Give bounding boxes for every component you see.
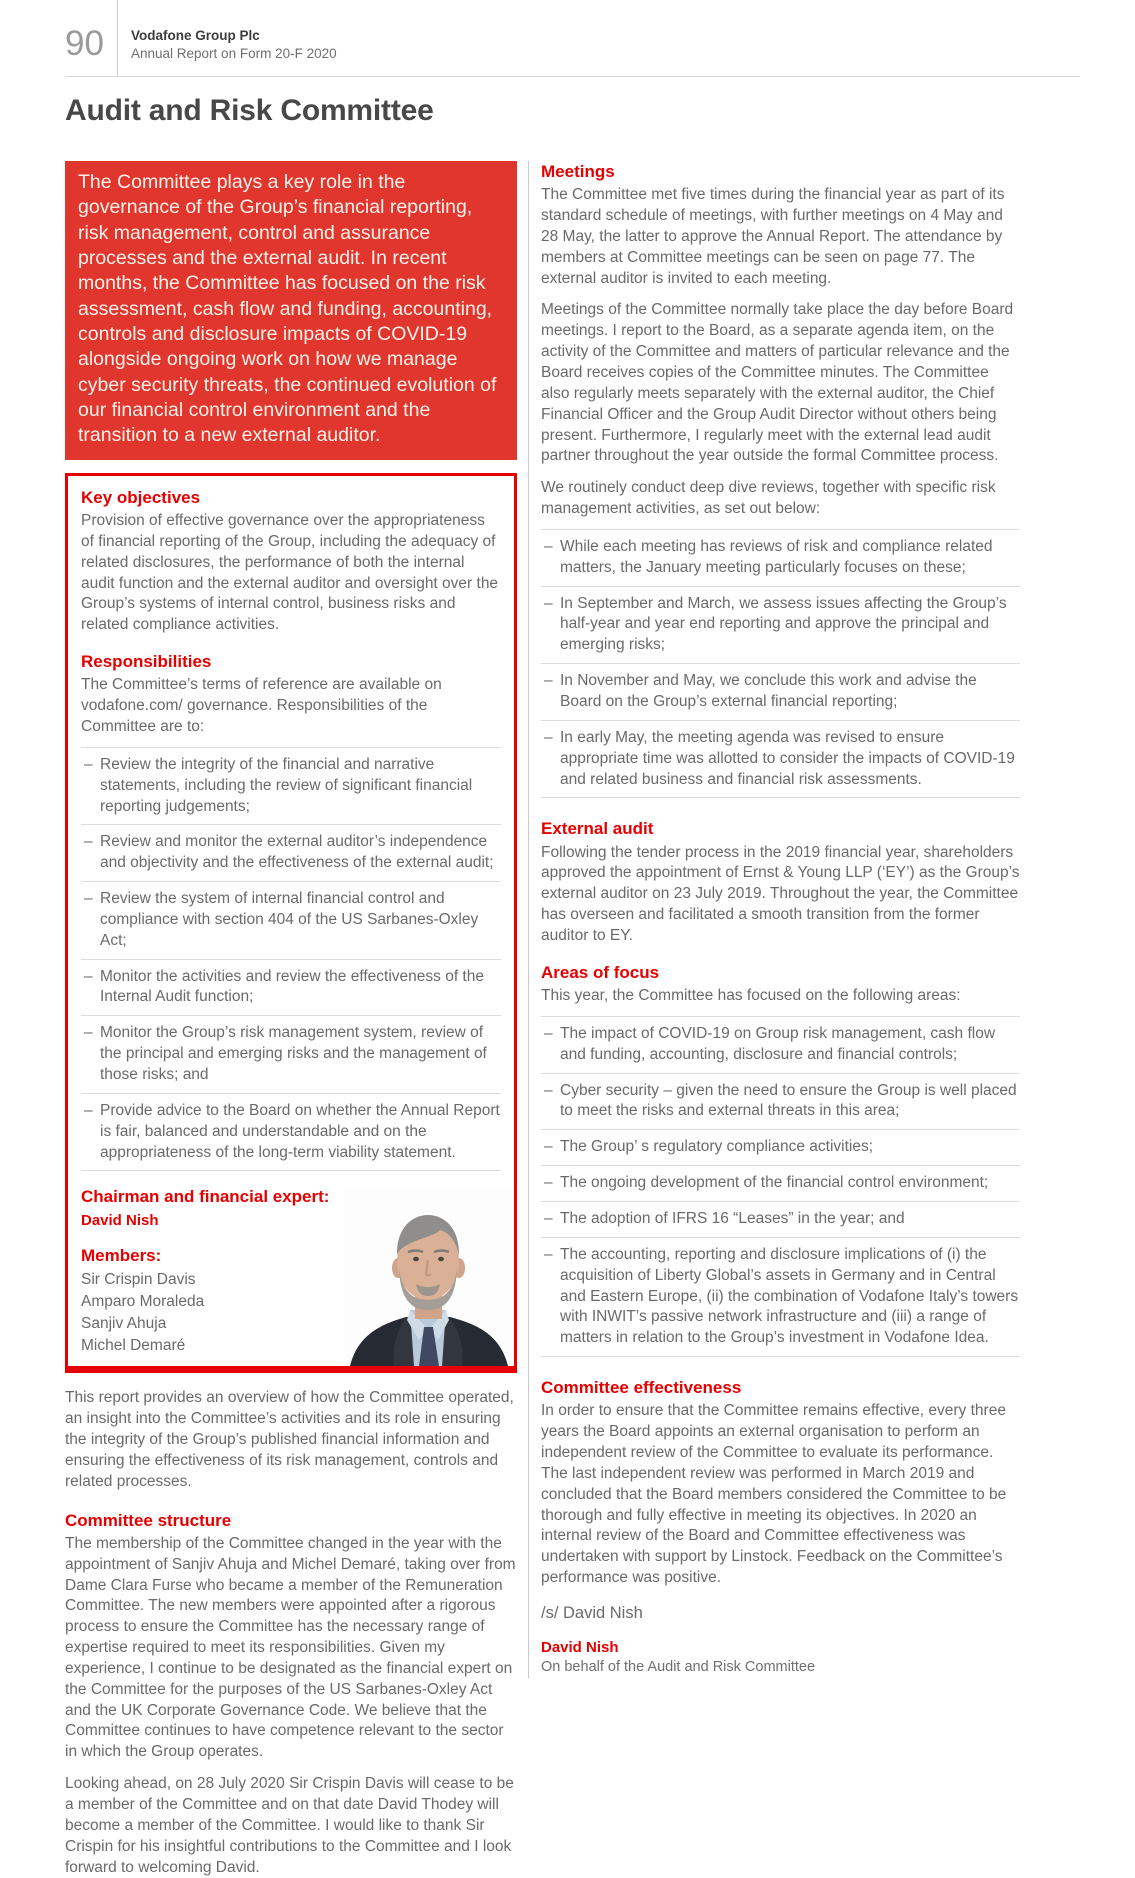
chairman-portrait-photo	[344, 1188, 514, 1366]
list-item-text: – The ongoing development of the financial control environment;	[560, 1174, 989, 1192]
list-item	[81, 824, 501, 881]
two-column-layout	[65, 161, 1080, 1878]
portrait-illustration	[344, 1188, 514, 1366]
list-item	[81, 1015, 501, 1093]
list-item	[541, 1016, 1020, 1073]
member-name: Sanjiv Ahuja	[81, 1315, 167, 1333]
committee-info-box	[65, 473, 517, 1374]
areas-of-focus-list	[541, 1016, 1020, 1357]
list-item	[541, 663, 1020, 720]
committee-effectiveness-heading: Committee effectiveness	[541, 1378, 742, 1398]
list-item	[541, 1201, 1020, 1237]
list-item	[81, 959, 501, 1016]
list-item	[541, 720, 1020, 798]
responsibilities-intro: The Committee’s terms of reference are available on vodafone.com/ governance. Responsibilities of the Committee are to:	[81, 676, 442, 736]
deep-dive-reviews-list	[541, 529, 1020, 798]
committee-effectiveness-body: In order to ensure that the Committee remains effective, every three years the Board appoints an external organisation to perform an independent review of the Committee to evaluate its performance. The last independent review was performed in March 2019 and concluded that the Board members considered the Committee to be thorough and fully effective in meeting its objectives. In 2020 an internal review of the Board and Committee effectiveness was undertaken with support by Linstock. Feedback on the Committee’s performance was positive.	[541, 1402, 1007, 1587]
chairman-label: Chairman and financial expert:	[81, 1187, 330, 1207]
chairman-members-block	[81, 1186, 343, 1357]
list-item	[541, 1129, 1020, 1165]
meetings-paragraph: Meetings of the Committee normally take place the day before Board meetings. I report to the Board, as a separate agenda item, on the activity of the Committee and matters of particular relevance and the Board receives copies of the Committee minutes. The Committee also regularly meets separately with the external auditor, the Chief Financial Officer and the Group Audit Director without others being present. Furthermore, I regularly meet with the external lead audit partner throughout the year outside the formal Committee process.	[541, 301, 1014, 465]
list-item-text: – The impact of COVID-19 on Group risk management, cash flow and funding, accounting, disclosure and financial controls;	[560, 1024, 996, 1063]
list-item-text: – The adoption of IFRS 16 “Leases” in the year; and	[560, 1209, 905, 1227]
responsibilities-heading: Responsibilities	[81, 652, 212, 672]
list-item	[541, 529, 1020, 586]
page-header	[65, 0, 1080, 76]
list-item-text: – Provide advice to the Board on whether the Annual Report is fair, balanced and understandable and on the appropriateness of the long-term viability statement.	[100, 1101, 500, 1161]
external-audit-heading: External audit	[541, 819, 654, 839]
signature-name: David Nish	[541, 1638, 619, 1656]
list-item-text: – The accounting, reporting and disclosure implications of (i) the acquisition of Liberty Global’s assets in Germany and in Central and Eastern Europe, (ii) the combination of Vodafone Italy’s towers with INWIT’s passive network infrastructure and (iii) a range of matters in relation to the Group’s investment in Vodafone Idea.	[560, 1245, 1019, 1347]
page-title: Audit and Risk Committee	[65, 94, 434, 127]
committee-structure-paragraph: Looking ahead, on 28 July 2020 Sir Crispin Davis will cease to be a member of the Committee and on that date David Thodey will become a member of the Committee. I would like to thank Sir Crispin for his insightful contributions to the Committee and I look forward to welcoming David.	[65, 1775, 514, 1876]
committee-structure-paragraph: The membership of the Committee changed in the year with the appointment of Sanjiv Ahuja and Michel Demaré, taking over from Dame Clara Furse who became a member of the Remuneration Committee. The new members were appointed after a rigorous process to ensure the Committee has the necessary range of expertise required to meet its responsibilities. Given my experience, I continue to be designated as the financial expert on the Committee for the purposes of the US Sarbanes-Oxley Act and the UK Corporate Governance Code. We believe that the Committee continues to have competence relevant to the sector in which the Group operates.	[65, 1534, 516, 1761]
page-number: 90	[65, 24, 104, 63]
list-item-text: – Review the system of internal financial control and compliance with section 404 of the US Sarbanes-Oxley Act;	[100, 890, 479, 949]
list-item-text: – In early May, the meeting agenda was revised to ensure appropriate time was allotted to consider the impacts of COVID-19 and related business and financial risk assessments.	[560, 728, 1015, 788]
external-audit-body: Following the tender process in the 2019 financial year, shareholders approved the appointment of Ernst & Young LLP (‘EY’) as the Group’s external auditor on 23 July 2019. Throughout the year, the Committee has overseen and facilitated a smooth transition from the former auditor to EY.	[541, 843, 1020, 944]
chairman-name: David Nish	[81, 1211, 159, 1229]
meetings-paragraph: The Committee met five times during the financial year as part of its standard schedule of meetings, with further meetings on 4 May and 28 May, the latter to approve the Annual Report. The attendance by members at Committee meetings can be seen on page 77. The external auditor is invited to each meeting.	[541, 186, 1005, 287]
list-item-text: – Review and monitor the external auditor’s independence and objectivity and the effectiveness of the external audit;	[100, 833, 494, 872]
list-item-text: – In November and May, we conclude this work and advise the Board on the Group’s external financial reporting;	[560, 672, 977, 710]
key-objectives-heading: Key objectives	[81, 487, 201, 507]
report-name: Annual Report on Form 20-F 2020	[131, 45, 337, 61]
list-item	[541, 1073, 1020, 1130]
list-item-text: – Review the integrity of the financial and narrative statements, including the review of significant financial reporting judgements;	[100, 755, 473, 815]
list-item-text: – The Group’ s regulatory compliance activities;	[560, 1138, 874, 1156]
member-name: Sir Crispin Davis	[81, 1271, 196, 1289]
list-item-text: – Cyber security – given the need to ensure the Group is well placed to meet the risks and external threats in this area;	[560, 1081, 1017, 1120]
list-item	[541, 1237, 1020, 1356]
members-label: Members:	[81, 1246, 162, 1266]
list-item	[541, 586, 1020, 664]
intro-callout-text: The Committee plays a key role in the governance of the Group’s financial reporting, risk management, control and assurance processes and the external audit. In recent months, the Committee has focused on the risk assessment, cash flow and funding, accounting, controls and disclosure impacts of COVID-19 alongside ongoing work on how we manage cyber security threats, the continued evolution of our financial control environment and the transition to a new external auditor.	[78, 171, 497, 447]
areas-of-focus-intro: This year, the Committee has focused on the following areas:	[541, 987, 961, 1005]
signature-role: On behalf of the Audit and Risk Committee	[541, 1659, 816, 1676]
key-objectives-body: Provision of effective governance over the appropriateness of financial reporting of the Group, including the adequacy of related disclosures, the performance of both the internal audit function and the external auditor and oversight over the Group’s systems of internal control, business risks and related compliance activities.	[81, 512, 499, 634]
header-meta	[131, 0, 337, 62]
responsibilities-list	[81, 747, 501, 1172]
list-item	[81, 881, 501, 959]
list-item	[541, 1165, 1020, 1201]
signature-script: /s/ David Nish	[541, 1603, 643, 1622]
member-name: Amparo Moraleda	[81, 1293, 205, 1311]
list-item	[81, 747, 501, 825]
company-name: Vodafone Group Plc	[131, 28, 260, 43]
list-item	[81, 1093, 501, 1171]
list-item-text: – Monitor the Group’s risk management system, review of the principal and emerging risks and the management of those risks; and	[100, 1024, 487, 1083]
list-item-text: – In September and March, we assess issues affecting the Group’s half-year and year end reporting and approve the principal and emerging risks;	[560, 594, 1007, 654]
member-name: Michel Demaré	[81, 1337, 186, 1355]
right-column	[528, 161, 1020, 1678]
header-divider-line	[117, 0, 118, 76]
left-column	[65, 161, 517, 1878]
meetings-paragraph: We routinely conduct deep dive reviews, together with specific risk management activities, as set out below:	[541, 479, 996, 518]
areas-of-focus-heading: Areas of focus	[541, 962, 660, 982]
list-item-text: – While each meeting has reviews of risk and compliance related matters, the January meeting particularly focuses on these;	[560, 537, 993, 576]
list-item-text: – Monitor the activities and review the effectiveness of the Internal Audit function;	[100, 967, 484, 1006]
overview-paragraph: This report provides an overview of how the Committee operated, an insight into the Committee’s activities and its role in ensuring the integrity of the Group’s published financial information and ensuring the effectiveness of its risk management, controls and related processes.	[65, 1389, 514, 1490]
header-rule	[65, 76, 1080, 77]
meetings-heading: Meetings	[541, 162, 615, 181]
committee-structure-heading: Committee structure	[65, 1510, 232, 1530]
intro-callout-box	[65, 161, 517, 460]
